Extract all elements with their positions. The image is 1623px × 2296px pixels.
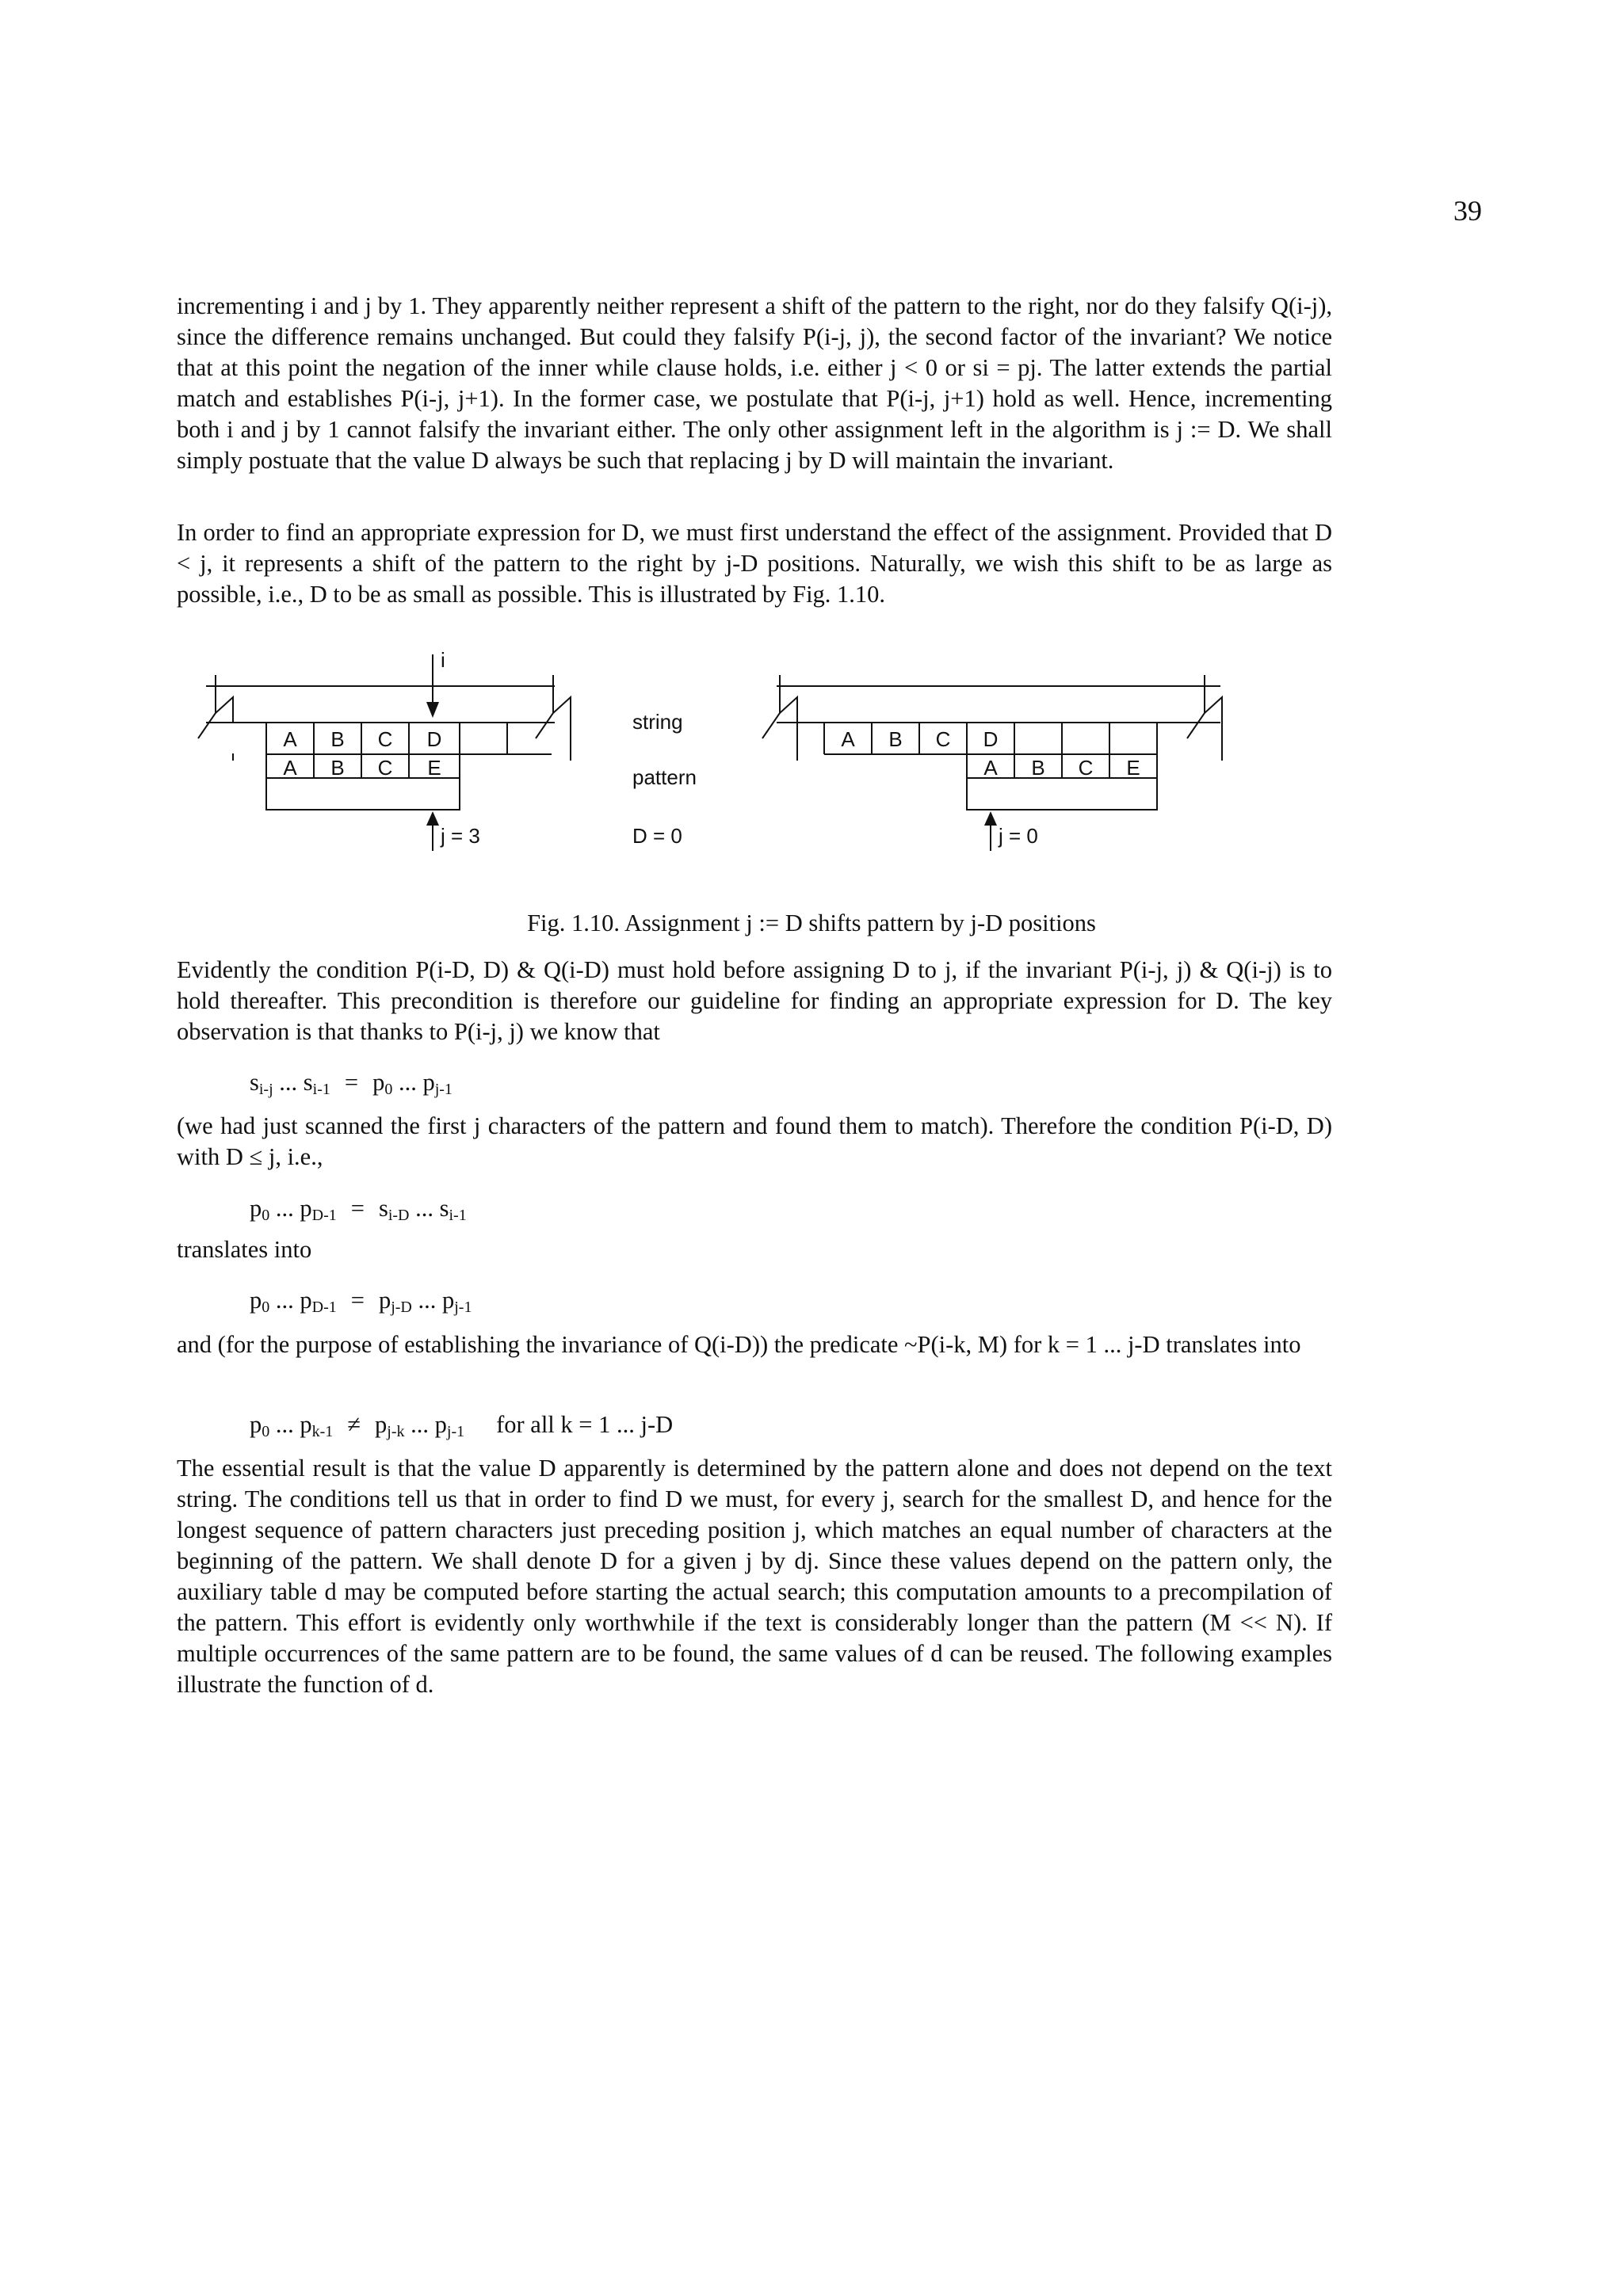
right-j-label: j = 0 — [999, 824, 1038, 848]
right-string-cell: D — [983, 727, 999, 751]
right-pattern-cell: A — [983, 756, 998, 780]
left-pattern-cell: E — [427, 756, 441, 780]
left-i-label: i — [441, 650, 445, 672]
left-pattern-cell: C — [377, 756, 393, 780]
left-gap-patch — [222, 723, 265, 753]
paragraph-precondition: Evidently the condition P(i-D, D) & Q(i-D) must hold before assigning D to j, if the invariant P(i-j, j) & Q(i-j) is to hold thereafter. This precondition is therefore our guideline for finding an appropriate expression for D. The key observation is that thanks to P(i-j, j) we know that — [177, 956, 1332, 1045]
right-pattern-cell: C — [1078, 756, 1094, 780]
right-string-cell: A — [841, 727, 855, 751]
figure-shift-diagram — [0, 650, 1623, 903]
right-right-break-mark — [1187, 675, 1222, 761]
left-j-arrowhead — [426, 811, 439, 826]
paragraph-invariant: incrementing i and j by 1. They apparently neither represent a shift of the pattern to the right, nor do they falsify Q(i-j), since the difference remains unchanged. But could they falsify P(i-j, j), the second factor of the invariant? We notice that at this point the negation of the inner while clause holds, i.e. either j < 0 or si = pj. The latter extends the partial match and establishes P(i-j, j+1). In the former case, we postulate that P(i-j, j+1) hold as well. Hence, incrementing both i and j by 1 cannot falsify the invariant either. The only other assignment left in the algorithm is j := D. We shall simply postuate that the value D always be such that replacing j by D will maintain the invariant. — [177, 292, 1332, 474]
pattern-label: pattern — [632, 765, 697, 789]
right-j-arrowhead — [984, 811, 997, 826]
right-pattern-cell: E — [1126, 756, 1140, 780]
formula-pattern-self-match: $p_0$ ... $p_{D-1} = p_{j-D}$ ... $p_{j-1}$ — [250, 1287, 472, 1316]
left-pattern-cell: B — [330, 756, 345, 780]
formula-no-shorter-match: $p_0$ ... $p_{k-1} \ne p_{j-k}$ ... $p_{j-1}$ for all k = 1 ... j-D — [250, 1411, 674, 1440]
right-string-cell: B — [888, 727, 903, 751]
paragraph-translates-into: translates into — [177, 1236, 312, 1263]
string-label: string — [632, 710, 683, 734]
figure-caption: Fig. 1.10. Assignment j := D shifts pattern by j-D positions — [527, 910, 1096, 936]
paragraph-predicate: and (for the purpose of establishing the invariance of Q(i-D)) the predicate ~P(i-k, M) for k = 1 ... j-D translates into — [177, 1331, 1301, 1358]
left-right-break-mark — [536, 675, 571, 761]
left-string-cell: C — [377, 727, 393, 751]
formula-match-known: $s_{i-j}$ ... $s_{i-1} = p_0$ ... $p_{j-1}$ — [250, 1069, 453, 1098]
right-left-break-mark — [762, 675, 797, 761]
left-string-cell: A — [283, 727, 297, 751]
left-string-cell: D — [426, 727, 442, 751]
formula-prefix-match: $p_0$ ... $p_{D-1} = s_{i-D}$ ... $s_{i-1}$ — [250, 1195, 467, 1224]
paragraph-condition: (we had just scanned the first j characters of the pattern and found them to match). Therefore the condition P(i-D, D) with D ≤ j, i.e., — [177, 1112, 1332, 1170]
right-pattern-cell: B — [1031, 756, 1045, 780]
left-pattern-cell: A — [283, 756, 297, 780]
left-i-arrowhead — [426, 702, 439, 718]
right-string-cell: C — [935, 727, 951, 751]
left-string-cell: B — [330, 727, 345, 751]
paragraph-essential-result: The essential result is that the value D apparently is determined by the pattern alone and does not depend on the text string. The conditions tell us that in order to find D we must, for every j, search for the smallest D, and hence for the longest sequence of pattern characters just preceding position j, which matches an equal number of characters at the beginning of the pattern. We shall denote D for a given j by dj. Since these values depend on the pattern only, the auxiliary table d may be computed before starting the actual search; this computation amounts to a precompilation of the pattern. This effort is evidently only worthwhile if the text is considerably longer than the pattern (M << N). If multiple occurrences of the same pattern are to be found, the same values of d can be reused. The following examples illustrate the function of d. — [177, 1455, 1332, 1698]
d-value-label: D = 0 — [632, 824, 682, 848]
page-number: 39 — [1453, 195, 1482, 227]
left-j-label: j = 3 — [441, 824, 480, 848]
paragraph-expression-for-d: In order to find an appropriate expression for D, we must first understand the effect of the assignment. Provided that D < j, it represents a shift of the pattern to the right by j-D positions. Naturally, we wish this shift to be as large as possible, i.e., D to be as small as possible. This is illustrated by Fig. 1.10. — [177, 519, 1332, 608]
